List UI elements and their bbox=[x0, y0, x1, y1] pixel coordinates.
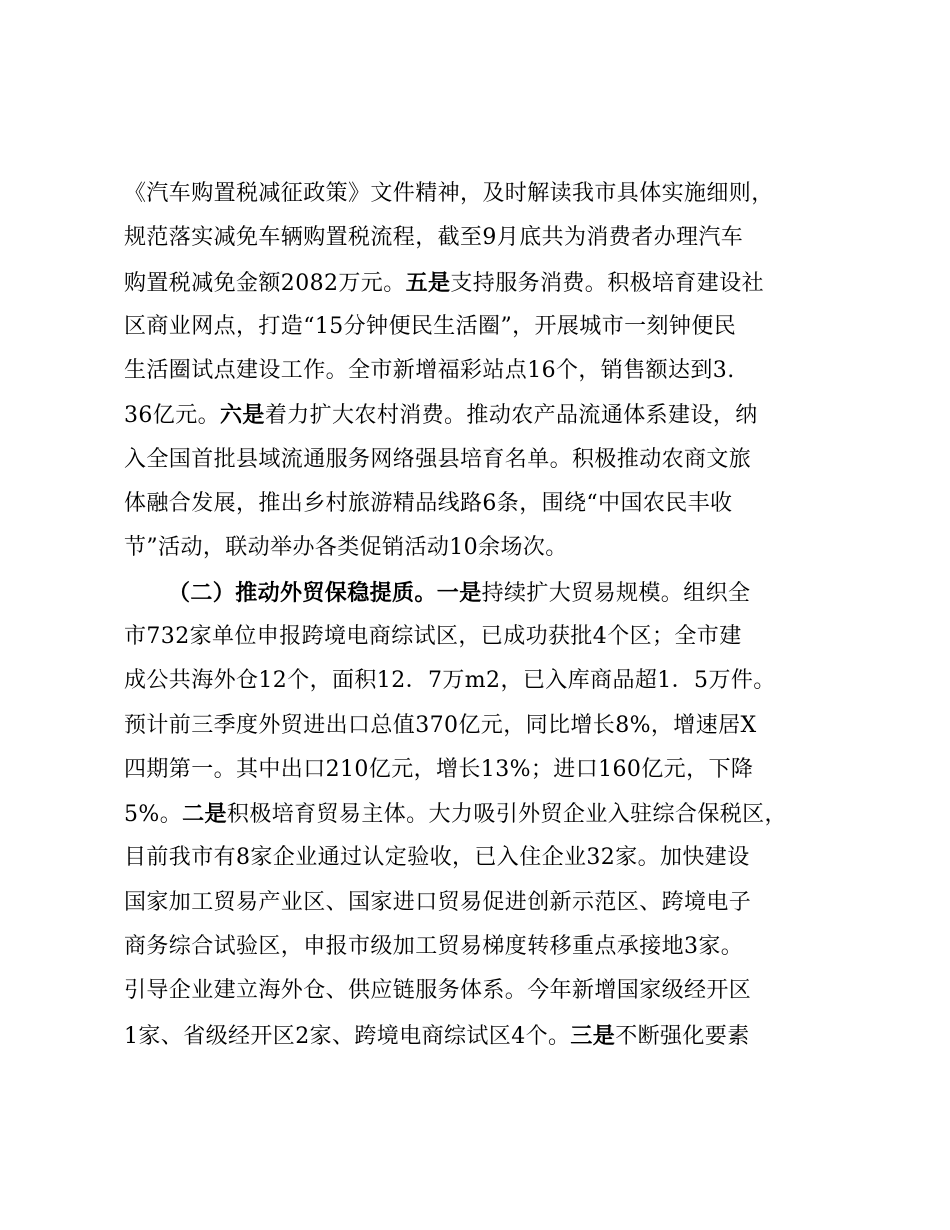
text-line bbox=[124, 969, 844, 1013]
text-line bbox=[124, 261, 844, 305]
text-run: 入全国首批县域流通服务网络强县培育名单。积极推动农商文旅 bbox=[124, 446, 752, 472]
bold-lead-text: 三是 bbox=[570, 1022, 616, 1049]
text-run: 商务综合试验区，申报市级加工贸易梯度转移重点承接地3家。 bbox=[124, 934, 744, 960]
section-heading-line bbox=[124, 571, 844, 615]
text-run: 规范落实减免车辆购置税流程，截至9月底共为消费者办理汽车 bbox=[124, 225, 744, 251]
text-line bbox=[124, 438, 844, 482]
text-run: 区商业网点，打造“15分钟便民生活圈”，开展城市一刻钟便民 bbox=[124, 313, 737, 339]
text-run: 5%。 bbox=[124, 802, 183, 828]
text-run: 目前我市有8家企业通过认定验收，已入住企业32家。加快建设 bbox=[124, 845, 750, 871]
text-line bbox=[124, 393, 844, 437]
text-run: 引导企业建立海外仓、供应链服务体系。今年新增国家级经开区 bbox=[124, 978, 752, 1004]
body-text bbox=[124, 172, 844, 1058]
text-run: 《汽车购置税减征政策》文件精神，及时解读我市具体实施细则， bbox=[124, 181, 774, 206]
text-line bbox=[124, 305, 844, 349]
text-line bbox=[124, 704, 844, 748]
text-run: 36亿元。 bbox=[124, 403, 220, 429]
section-heading: （二）推动外贸保稳提质。一是 bbox=[168, 579, 482, 606]
text-run: 国家加工贸易产业区、国家进口贸易促进创新示范区、跨境电子 bbox=[124, 889, 752, 915]
text-run: 购置税减免金额2082万元。 bbox=[124, 270, 406, 296]
text-run: 节”活动，联动举办各类促销活动10余场次。 bbox=[124, 535, 568, 561]
text-run: 支持服务消费。积极培育建设社 bbox=[450, 270, 765, 296]
text-run: 成公共海外仓12个，面积12．7万m2，已入库商品超1．5万件。 bbox=[124, 668, 776, 694]
text-run: 生活圈试点建设工作。全市新增福彩站点16个，销售额达到3. bbox=[124, 358, 735, 384]
text-line bbox=[124, 526, 844, 570]
text-run: 不断强化要素 bbox=[615, 1023, 750, 1049]
text-line bbox=[124, 349, 844, 393]
text-run: 1家、省级经开区2家、跨境电商综试区4个。 bbox=[124, 1023, 571, 1049]
text-line bbox=[124, 172, 844, 216]
text-line bbox=[124, 216, 844, 260]
text-run: 市732家单位申报跨境电商综试区，已成功获批4个区；全市建 bbox=[124, 623, 742, 649]
text-run: 持续扩大贸易规模。组织全 bbox=[481, 580, 751, 606]
text-line bbox=[124, 748, 844, 792]
text-run: 四期第一。其中出口210亿元，增长13%；进口160亿元，下降 bbox=[124, 756, 754, 782]
text-line bbox=[124, 482, 844, 526]
text-line bbox=[124, 836, 844, 880]
text-run: 预计前三季度外贸进出口总值370亿元，同比增长8%，增速居X bbox=[124, 712, 757, 738]
text-line bbox=[124, 659, 844, 703]
text-run: 积极培育贸易主体。大力吸引外贸企业入驻综合保税区， bbox=[226, 802, 787, 828]
bold-lead-text: 五是 bbox=[405, 269, 451, 296]
text-line bbox=[124, 792, 844, 836]
text-run: 着力扩大农村消费。推动农产品流通体系建设，纳 bbox=[264, 403, 758, 429]
bold-lead-text: 二是 bbox=[182, 801, 227, 828]
text-run: 体融合发展，推出乡村旅游精品线路6条，围绕“中国农民丰收 bbox=[124, 491, 733, 517]
text-line bbox=[124, 1014, 844, 1058]
text-line bbox=[124, 881, 844, 925]
text-line bbox=[124, 925, 844, 969]
text-line bbox=[124, 615, 844, 659]
bold-lead-text: 六是 bbox=[220, 402, 265, 429]
